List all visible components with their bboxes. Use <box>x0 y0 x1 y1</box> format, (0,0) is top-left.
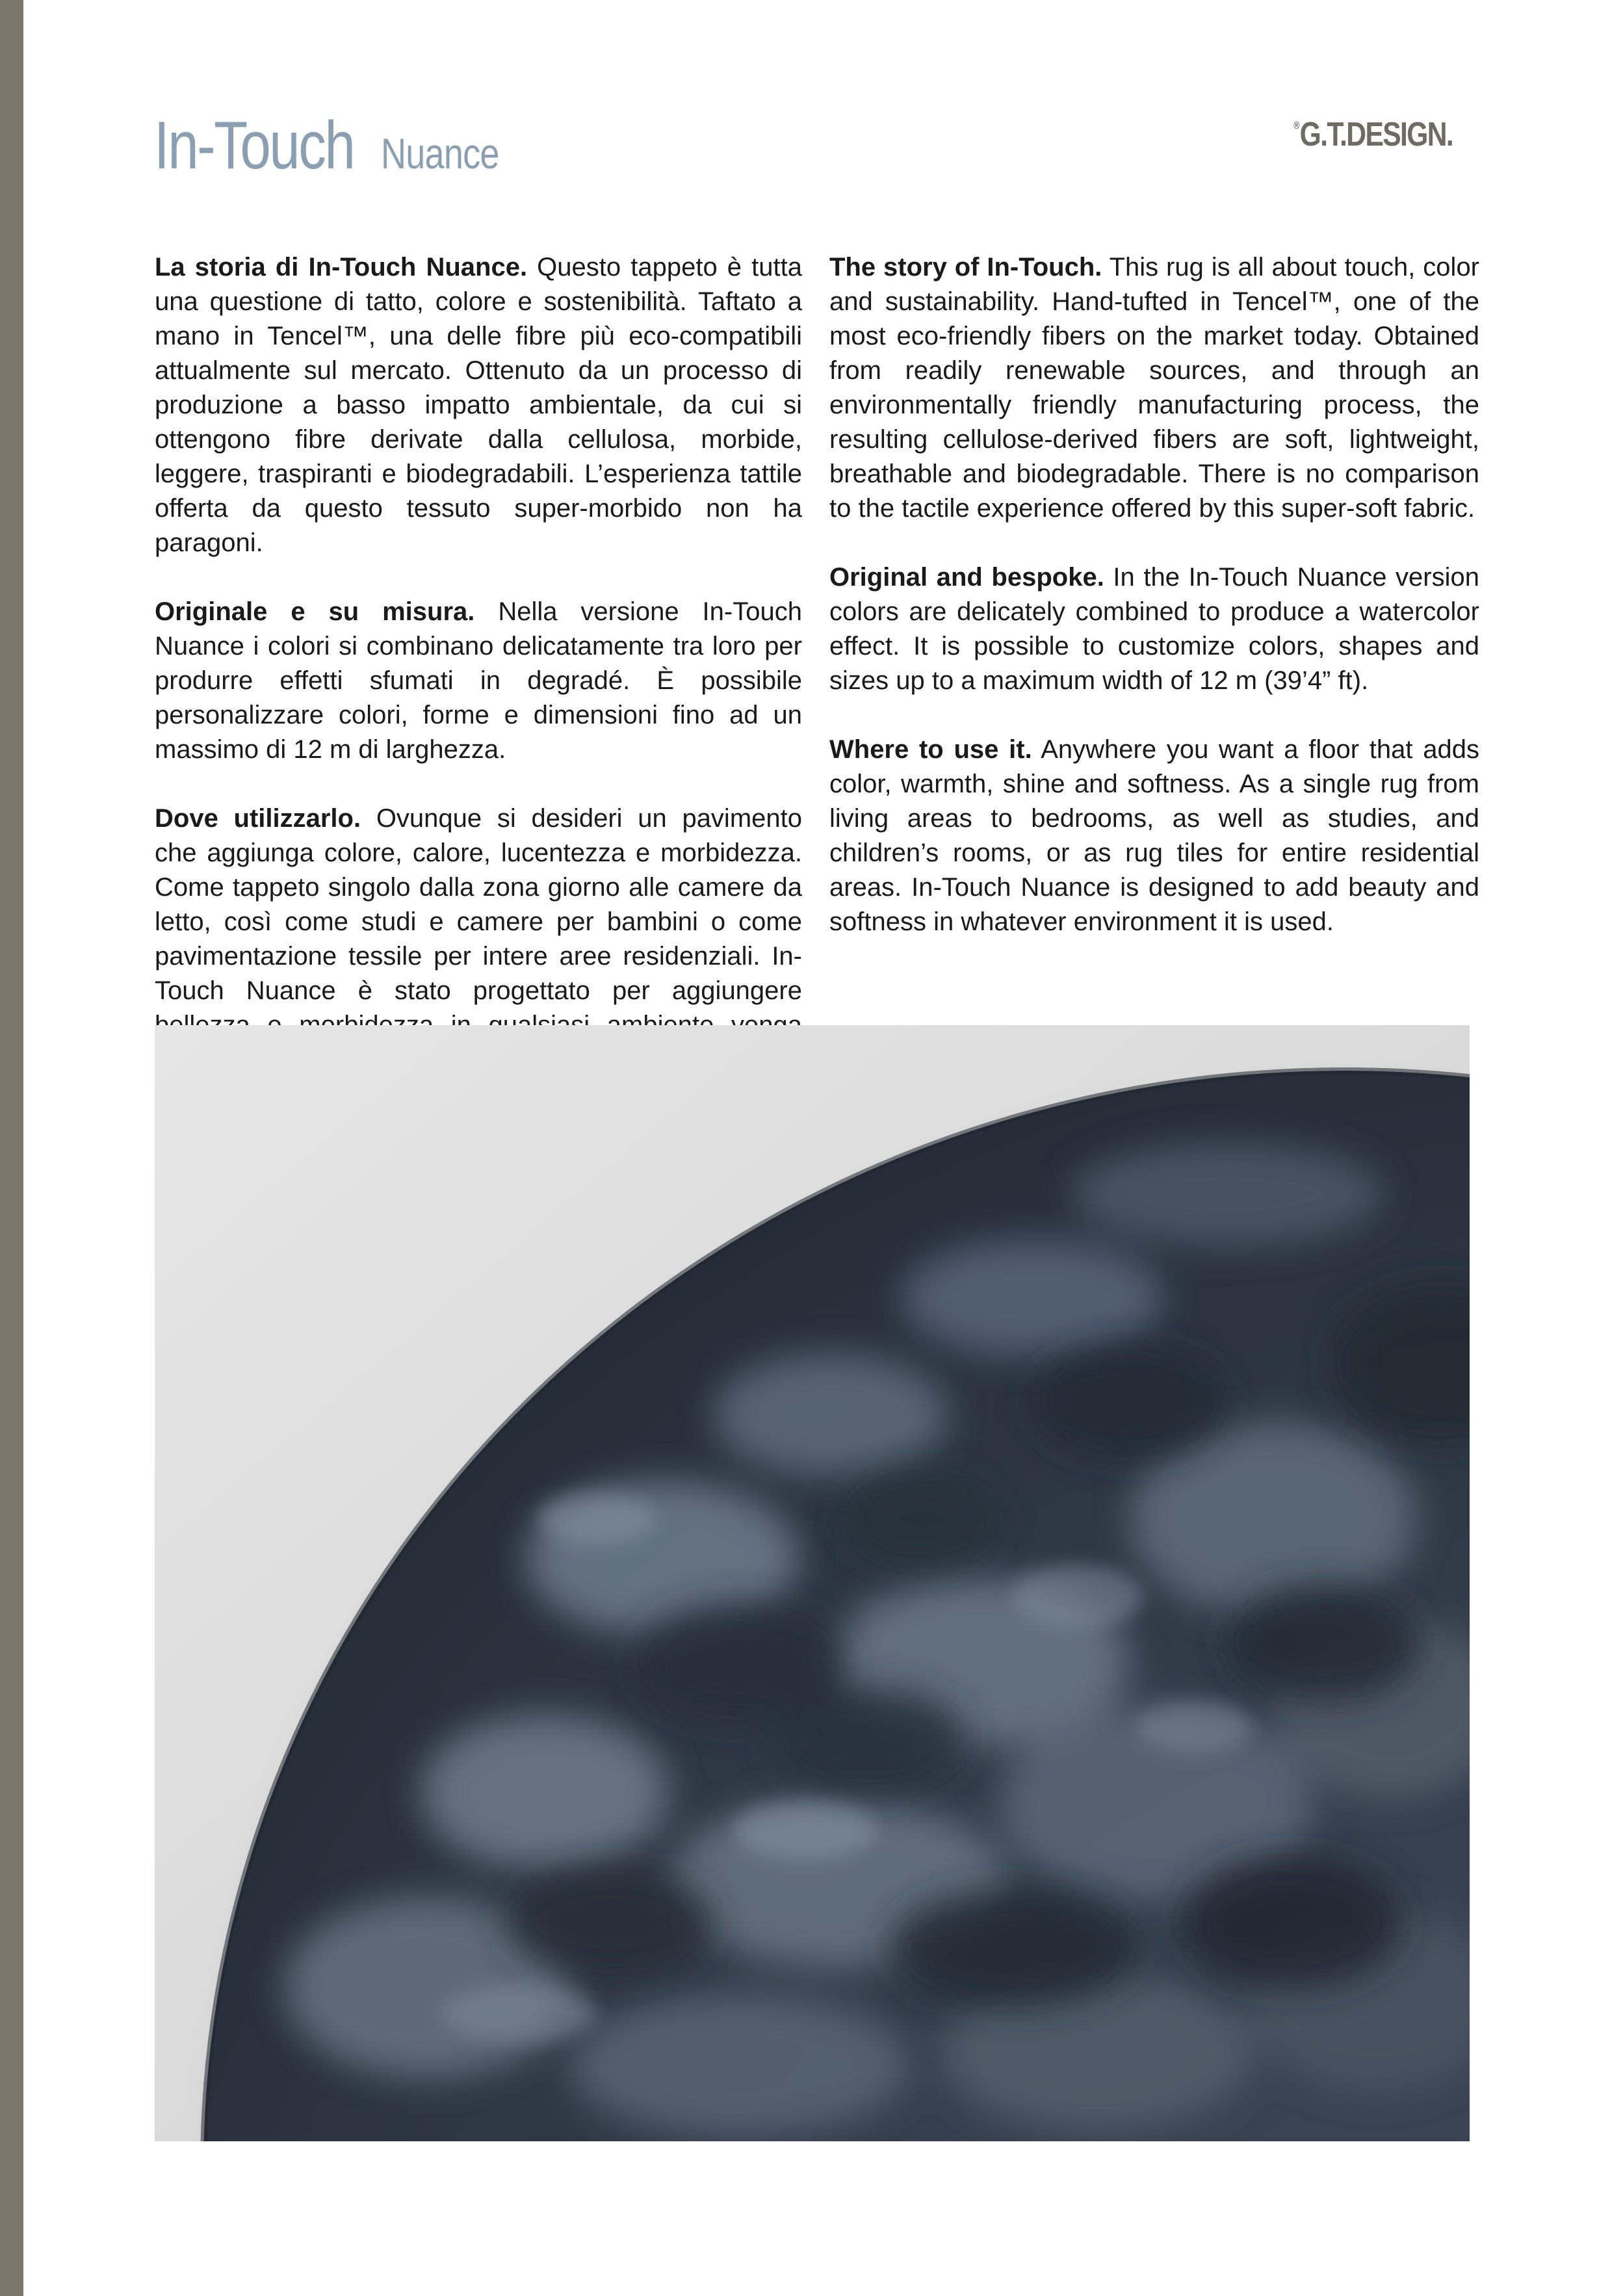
paragraph-lead: Original and bespoke. <box>829 563 1104 592</box>
title-sub: Nuance <box>381 129 499 177</box>
paragraph-body: In the In-Touch Nuance version colors are delicately combined to produce a watercolor effect. It is possible to customize colors, shapes and sizes up to a maximum width of 12 m (39’4” ft). <box>829 563 1479 695</box>
paragraph-lead: Where to use it. <box>829 735 1032 764</box>
paragraph-body: Anywhere you want a floor that adds color, warmth, shine and softness. As a single rug from living areas to bedrooms, as well as studies, and children’s rooms, or as rug tiles for entire residential areas. In-Touch Nuance is designed to add beauty and softness in whatever environment it is used. <box>829 735 1480 936</box>
italian-column <box>155 250 802 1112</box>
paragraph-body: Ovunque si desideri un pavimento che aggiunga colore, calore, lucentezza e morbidezza. Come tappeto singolo dalla zona giorno alle camere da letto, così come studi e camere per bambini o come pavimentazione tessile per intere aree residenziali. In-Touch Nuance è stato progettato per aggiungere <box>155 804 802 1005</box>
logo-text: G.T.DESIGN. <box>1299 116 1453 153</box>
paragraph-body: Questo tappeto è tutta una questione di tatto, colore e sostenibilità. Taftato a mano in Tencel™, una delle fibre più eco-compatibili attualmente sul mercato. Ottenuto da un processo di produzione a basso impatto ambientale, da cui si ottengono fibre derivate dalla cellulosa, morbide, leggere, traspiranti e biodegradabili. L’esperienza tattile offerta da questo tessuto super-morbido non ha paragoni. <box>155 253 802 557</box>
paragraph-body: Nella versione In-Touch Nuance i colori si combinano delicatamente tra loro per produrre effetti sfumati in degradé. È possibile personalizzare colori, forme e dimensioni fino ad un massimo di 12 m di larghezza. <box>155 597 802 764</box>
page-title <box>154 107 525 185</box>
paragraph-lead: The story of In-Touch. <box>829 253 1102 281</box>
paragraph-story <box>829 250 1479 526</box>
paragraph-body: This rug is all about touch, color and sustainability. Hand-tufted in Tencel™, one of the most eco-friendly fibers on the market today. Obtained from readily renewable sources, and through an environmentally friendly manufacturing process, the resulting cellulose-derived fibers are soft, lightweight, breathable and biodegradable. There is no comparison to the tactile experience offered by this super-soft fabric. <box>829 253 1480 523</box>
paragraph-where <box>829 733 1479 939</box>
title-main: In-Touch <box>154 108 354 183</box>
paragraph-lead: Dove utilizzarlo. <box>155 804 361 833</box>
english-column <box>829 250 1479 974</box>
rug-photo <box>155 1025 1470 2141</box>
paragraph-lead: La storia di In-Touch Nuance. <box>155 253 528 281</box>
paragraph-lead: Originale e su misura. <box>155 597 475 626</box>
paragraph-storia <box>155 250 802 560</box>
rug-illustration <box>155 1025 1470 2141</box>
registered-mark: ® <box>1293 120 1299 131</box>
paragraph-originale <box>155 595 802 767</box>
paragraph-original <box>829 560 1479 698</box>
brand-logo <box>1293 115 1453 154</box>
side-color-band <box>0 0 23 2296</box>
